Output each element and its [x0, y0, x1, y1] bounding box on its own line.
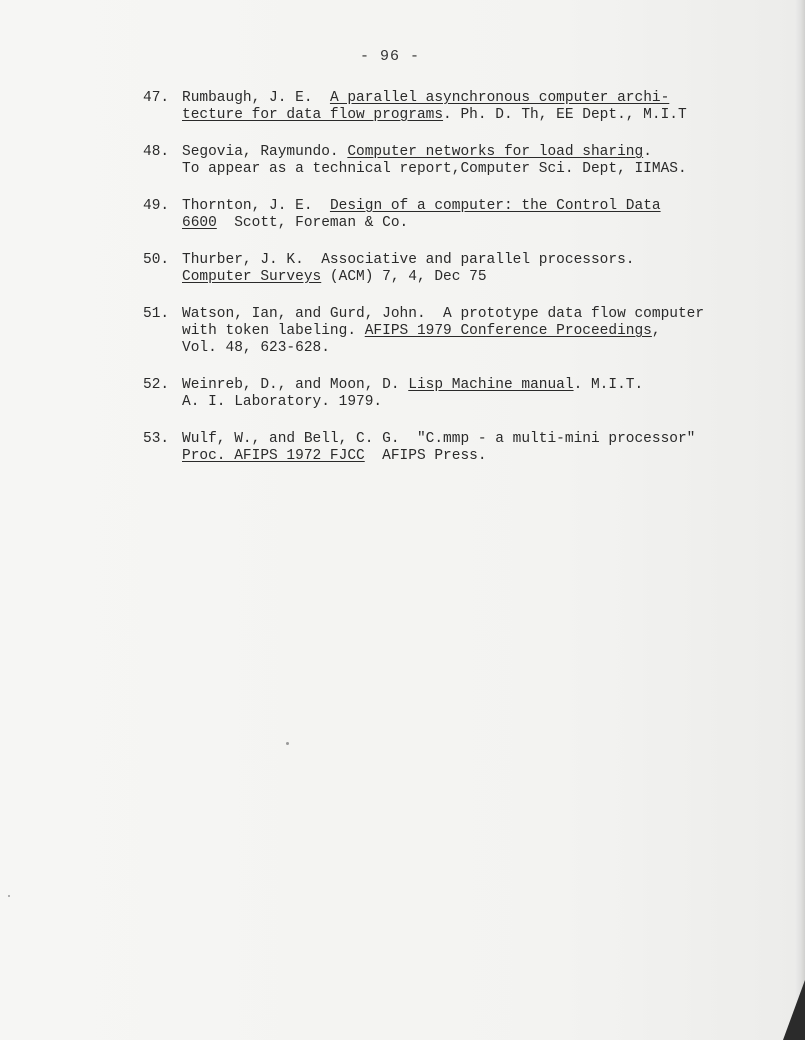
reference-line — [182, 340, 783, 357]
reference-number: 47. — [143, 90, 170, 106]
reference-list — [143, 90, 783, 485]
reference-entry — [143, 252, 783, 286]
reference-text: A. I. Laboratory. 1979. — [182, 394, 383, 410]
reference-text: , — [651, 323, 661, 339]
reference-entry — [143, 90, 783, 124]
reference-text: To appear as a technical report,Computer Sci. Dept, IIMAS. — [182, 161, 687, 177]
reference-line — [182, 144, 783, 161]
reference-line — [182, 431, 783, 448]
reference-text: Scott, Foreman & Co. — [216, 215, 409, 231]
reference-title-text: A parallel asynchronous computer archi- — [329, 90, 670, 106]
reference-title-text: Computer networks for load sharing — [347, 144, 644, 160]
reference-line — [182, 252, 783, 269]
reference-text: Weinreb, D., and Moon, D. — [182, 377, 409, 393]
reference-text: Thurber, J. K. Associative and parallel processors. — [182, 252, 635, 268]
reference-line — [182, 269, 783, 286]
reference-number: 52. — [143, 377, 170, 393]
reference-line — [182, 107, 783, 124]
reference-line — [182, 161, 783, 178]
reference-text: Watson, Ian, and Gurd, John. A prototype data flow computer — [182, 306, 705, 322]
page-corner-fold — [783, 980, 805, 1040]
scan-speck — [286, 742, 289, 745]
reference-text: Rumbaugh, J. E. — [182, 90, 330, 106]
reference-title-text: AFIPS 1979 Conference Proceedings — [364, 323, 652, 339]
reference-number: 50. — [143, 252, 170, 268]
reference-line — [182, 448, 783, 465]
reference-text: Thornton, J. E. — [182, 198, 330, 214]
reference-text: with token labeling. — [182, 323, 365, 339]
scan-speck — [8, 895, 10, 897]
reference-title-text: Design of a computer: the Control Data — [329, 198, 661, 214]
page-number: - 96 - — [360, 48, 421, 65]
reference-line — [182, 215, 783, 232]
reference-text: Vol. 48, 623-628. — [182, 340, 330, 356]
reference-line — [182, 394, 783, 411]
reference-text: Wulf, W., and Bell, C. G. "C.mmp - a multi-mini processor" — [182, 431, 696, 447]
reference-number: 53. — [143, 431, 170, 447]
reference-text: AFIPS Press. — [364, 448, 487, 464]
reference-line — [182, 323, 783, 340]
reference-title-text: Computer Surveys — [182, 269, 322, 285]
reference-entry — [143, 377, 783, 411]
reference-text: . — [643, 144, 652, 160]
reference-entry — [143, 198, 783, 232]
reference-title-text: Lisp Machine manual — [408, 377, 574, 393]
reference-entry — [143, 306, 783, 357]
reference-title-text: Proc. AFIPS 1972 FJCC — [182, 448, 365, 464]
reference-entry — [143, 431, 783, 465]
reference-text: . Ph. D. Th, EE Dept., M.I.T — [443, 107, 687, 123]
reference-text: Segovia, Raymundo. — [182, 144, 348, 160]
reference-line — [182, 90, 783, 107]
reference-title-text: tecture for data flow programs — [182, 107, 444, 123]
reference-line — [182, 198, 783, 215]
reference-number: 51. — [143, 306, 170, 322]
reference-entry — [143, 144, 783, 178]
reference-line — [182, 306, 783, 323]
reference-line — [182, 377, 783, 394]
reference-number: 48. — [143, 144, 170, 160]
page-edge-shadow — [795, 0, 805, 1040]
reference-title-text: 6600 — [182, 215, 217, 231]
reference-text: (ACM) 7, 4, Dec 75 — [321, 269, 487, 285]
reference-text: . M.I.T. — [573, 377, 644, 393]
reference-number: 49. — [143, 198, 170, 214]
